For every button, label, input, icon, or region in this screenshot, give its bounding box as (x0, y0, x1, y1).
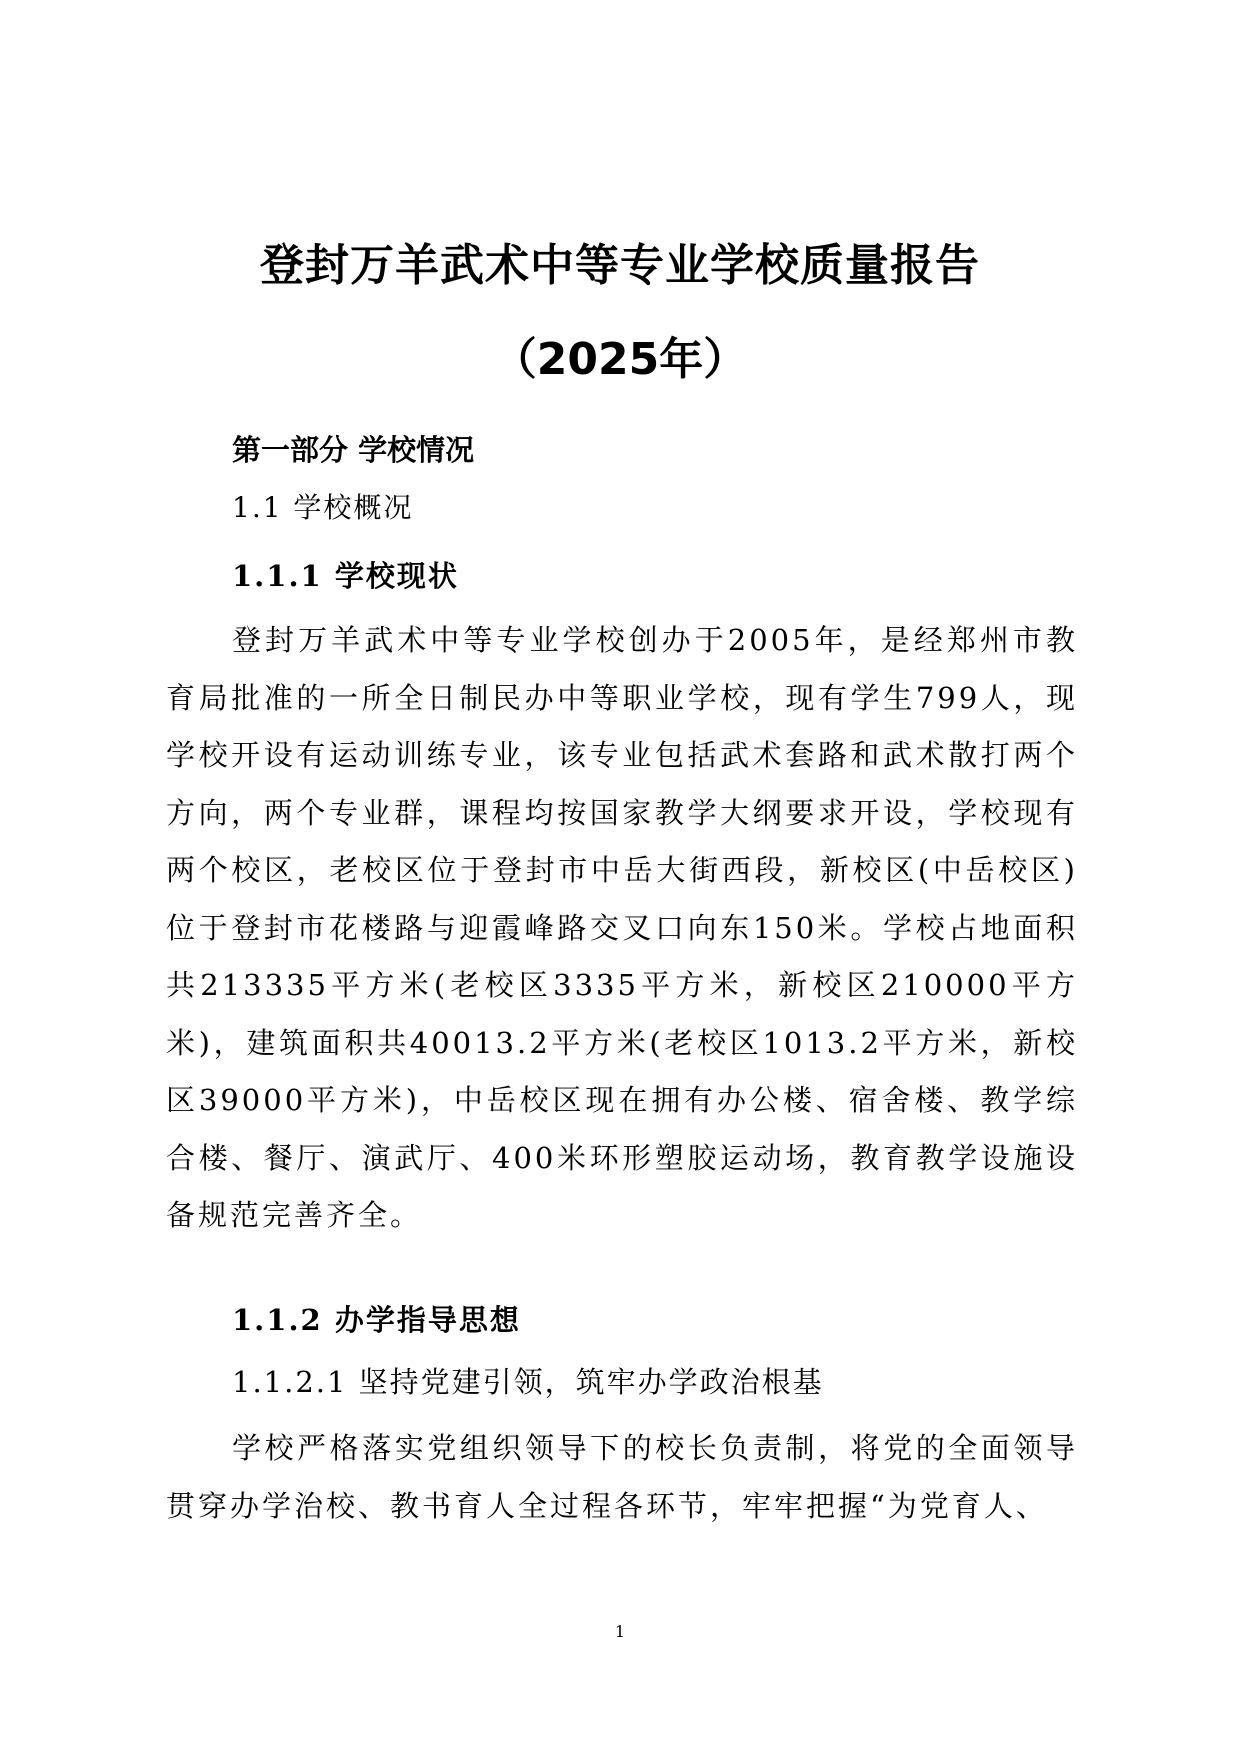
section-heading-1-1-2-1: 1.1.2.1 坚持党建引领，筑牢办学政治根基 (232, 1365, 824, 1399)
part-heading: 第一部分 学校情况 (232, 433, 475, 467)
body-paragraph: 学校严格落实党组织领导下的校长负责制，将党的全面领导贯穿办学治校、教书育人全过程各环节，牢牢把握“为党育人、 (166, 1431, 1078, 1523)
report-title: 登封万羊武术中等专业学校质量报告 (260, 240, 980, 291)
page-number: 1 (614, 1622, 626, 1641)
section-heading-1-1: 1.1 学校概况 (232, 491, 414, 524)
body-paragraph: 登封万羊武术中等专业学校创办于2005年，是经郑州市教育局批准的一所全日制民办中等职业学校，现有学生799人，现学校开设有运动训练专业，该专业包括武术套路和武术散打两个方向，两个专业群，课程均按国家教学大纲要求开设，学校现有两个校区，老校区位于登封市中岳大街西段，新校区(中岳校区)位于登封市花楼路与迎霞峰路交叉口向东150米。学校占地面积共213335平方米(老校区3335平方米，新校区210000平方米)，建筑面积共40013.2平方米(老校区1013.2平方米，新校区39000平方米)，中岳校区现在拥有办公楼、宿舍楼、教学综合楼、餐厅、演武厅、400米环形塑胶运动场，教育教学设施设备规范完善齐全。 (166, 623, 1078, 1232)
section-heading-1-1-1: 1.1.1 学校现状 (232, 559, 459, 593)
report-year: （2025年） (492, 334, 748, 385)
section-heading-1-1-2: 1.1.2 办学指导思想 (232, 1303, 521, 1337)
